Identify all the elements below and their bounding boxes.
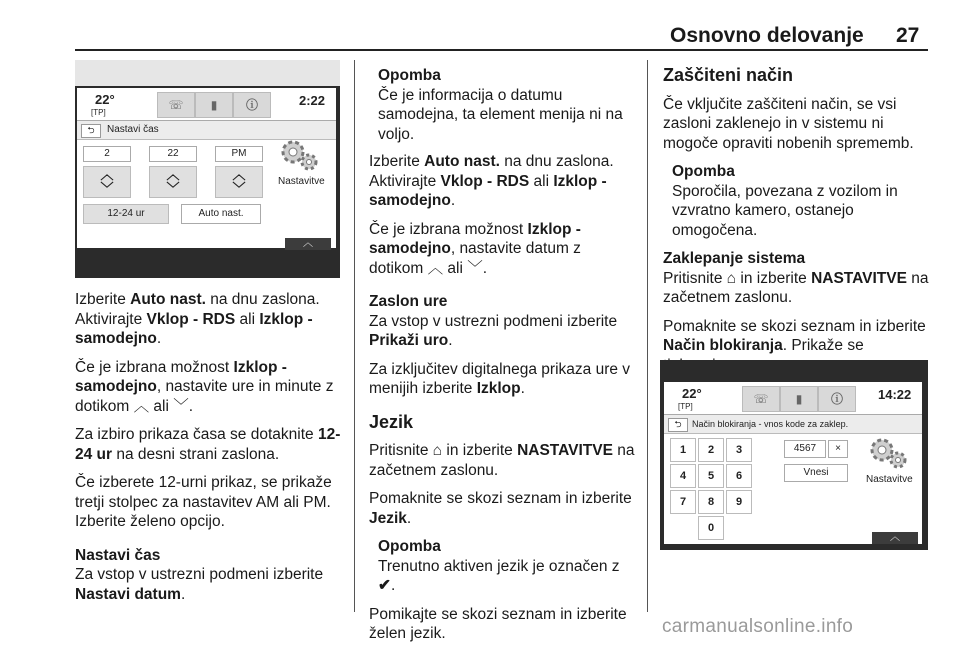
home-icon: ⌂ bbox=[432, 442, 443, 459]
screen-lock-mode bbox=[664, 382, 922, 544]
watermark: carmanualsonline.info bbox=[662, 616, 854, 637]
hour-value: 2 bbox=[83, 146, 131, 162]
tp-indicator: [TP] bbox=[91, 108, 106, 117]
chevron-up-icon[interactable]: ︿ bbox=[100, 167, 114, 182]
code-field[interactable]: 4567 bbox=[784, 440, 826, 458]
key-4[interactable]: 4 bbox=[670, 464, 696, 488]
column-divider-2 bbox=[647, 60, 648, 612]
subheading-system-lock: Zaklepanje sistema bbox=[663, 250, 806, 267]
enter-button[interactable]: Vnesi bbox=[784, 464, 848, 482]
clock: 14:22 bbox=[878, 387, 912, 402]
key-9[interactable]: 9 bbox=[726, 490, 752, 514]
info-icon[interactable]: ⓘ bbox=[233, 92, 271, 118]
key-3[interactable]: 3 bbox=[726, 438, 752, 462]
heading-protected-mode: Zaščiteni način bbox=[663, 65, 794, 85]
scroll-up-button[interactable]: ︿ bbox=[872, 532, 918, 544]
note-protected: Opomba Sporočila, povezana z vozilom in vzvratno kamero, ostanejo omogočena. bbox=[672, 163, 898, 239]
back-icon[interactable]: ⮌ bbox=[81, 124, 101, 138]
settings-label: Nastavitve bbox=[278, 176, 325, 187]
note-date: Opomba Če je informacija o datumu samodejna, ta element menija ni na voljo. bbox=[378, 67, 623, 143]
key-0[interactable]: 0 bbox=[698, 516, 724, 540]
settings-label: Nastavitve bbox=[866, 474, 913, 485]
clear-button[interactable]: × bbox=[828, 440, 848, 458]
screenshot-set-time bbox=[75, 60, 340, 278]
screenshot-lock-mode bbox=[660, 360, 928, 550]
chevron-up-icon[interactable]: ︿ bbox=[166, 167, 180, 182]
hour-stepper[interactable] bbox=[83, 166, 131, 198]
temperature: 22° bbox=[95, 92, 115, 107]
info-icon[interactable]: ⓘ bbox=[818, 386, 856, 412]
status-bar bbox=[664, 382, 922, 415]
device-icon[interactable]: ▮ bbox=[780, 386, 818, 412]
scroll-up-button[interactable]: ︿ bbox=[285, 238, 331, 250]
heading-language: Jezik bbox=[369, 411, 414, 432]
clock: 2:22 bbox=[299, 93, 326, 108]
tp-indicator: [TP] bbox=[678, 402, 693, 411]
minute-stepper[interactable] bbox=[149, 166, 197, 198]
phone-icon[interactable]: ☏ bbox=[157, 92, 195, 118]
chevron-down-icon[interactable]: ﹀ bbox=[232, 181, 246, 196]
subheading-clock-display: Zaslon ure bbox=[369, 293, 448, 310]
ampm-stepper[interactable] bbox=[215, 166, 263, 198]
key-1[interactable]: 1 bbox=[670, 438, 696, 462]
chevron-up-icon: ︿ bbox=[427, 259, 444, 277]
back-icon[interactable]: ⮌ bbox=[668, 418, 688, 432]
key-6[interactable]: 6 bbox=[726, 464, 752, 488]
gear-icon bbox=[277, 134, 321, 174]
chevron-down-icon[interactable]: ﹀ bbox=[166, 181, 180, 196]
status-bar bbox=[77, 88, 336, 121]
chevron-down-icon: ﹀ bbox=[467, 259, 483, 277]
key-2[interactable]: 2 bbox=[698, 438, 724, 462]
key-8[interactable]: 8 bbox=[698, 490, 724, 514]
note-language: Opomba Trenutno aktiven jezik je označen z ✔. bbox=[378, 538, 620, 594]
minute-value: 22 bbox=[149, 146, 197, 162]
page-number: 27 bbox=[896, 24, 920, 47]
chevron-up-icon: ︿ bbox=[133, 397, 150, 415]
chevron-down-icon: ﹀ bbox=[173, 397, 189, 415]
subheading-set-time: Nastavi čas bbox=[75, 546, 161, 564]
page-header-title: Osnovno delovanje bbox=[670, 24, 864, 47]
phone-icon[interactable]: ☏ bbox=[742, 386, 780, 412]
device-icon[interactable]: ▮ bbox=[195, 92, 233, 118]
screen-title: Nastavi čas bbox=[107, 124, 159, 135]
toggle-12-24-button[interactable]: 12-24 ur bbox=[83, 204, 169, 224]
ampm-value: PM bbox=[215, 146, 263, 162]
right-column: Zaščiteni način Če vključite zaščiteni način, se vsi zasloni zaklenejo in v sistemu ni mogoče opraviti nobenih sprememb. Opomba Sporočila, povezana z vozilom in vzvratno kamero, ostanejo omogočena. Zaklepanje sistema Pritisnite ⌂ in izberite NASTAVITVE na začetnem zaslonu. Pomaknite se skozi seznam in izberite Način blokiranja. Prikaže se bbox=[663, 65, 929, 354]
left-column: Izberite Auto nast. na dnu zaslona. Aktivirajte Vklop - RDS ali Izklop - samodejno. Če je izbrana možnost Izklop - samodejno, nastavite ure in minute z dotikom ︿ ali ﹀. Za izbiro prikaza časa se dotaknite 12-24 ur na desni strani zaslona. Če izberete 12-urni prikaz, se prikaže tretji stolpec za nastavitev AM ali PM. Izberite želeno opcijo. Nastavi čas Za vstop v ustrezni podmeni izberite Nastavi datum. bbox=[75, 290, 345, 613]
chevron-down-icon[interactable]: ﹀ bbox=[100, 181, 114, 196]
screen-set-time bbox=[77, 88, 336, 248]
temperature: 22° bbox=[682, 386, 702, 401]
screen-title: Način blokiranja - vnos kode za zaklep. bbox=[692, 419, 849, 429]
auto-set-button[interactable]: Auto nast. bbox=[181, 204, 261, 224]
header-rule bbox=[75, 49, 928, 51]
home-icon: ⌂ bbox=[726, 269, 737, 287]
checkmark-icon: ✔ bbox=[378, 577, 391, 594]
column-divider-1 bbox=[354, 60, 355, 612]
key-7[interactable]: 7 bbox=[670, 490, 696, 514]
chevron-up-icon[interactable]: ︿ bbox=[232, 167, 246, 182]
middle-column: Opomba Če je informacija o datumu samodejna, ta element menija ni na voljo. Izberite Auto nast. na dnu zaslona. Aktivirajte Vklop - RDS ali Izklop - samodejno. Če je izbrana možnost Izklop - samodejno, nastavite datum z dotikom ︿ ali ﹀. Zaslon ure Za vstop v ustrezni podmeni izberite Prikaži uro. Za izključitev digitalnega prikaza ure v menijih izberite Izklop. Jezik Pritisnite ⌂ in izberite NASTAVITVE na začetnem zaslonu. Pomaknite se skozi seznam in izberite Jezik. Opomba Trenutno aktiven jezik je označen z ✔. Pomikajte se skozi seznam in izberite želen jezik. bbox=[369, 66, 637, 653]
gear-icon bbox=[866, 432, 910, 472]
key-5[interactable]: 5 bbox=[698, 464, 724, 488]
